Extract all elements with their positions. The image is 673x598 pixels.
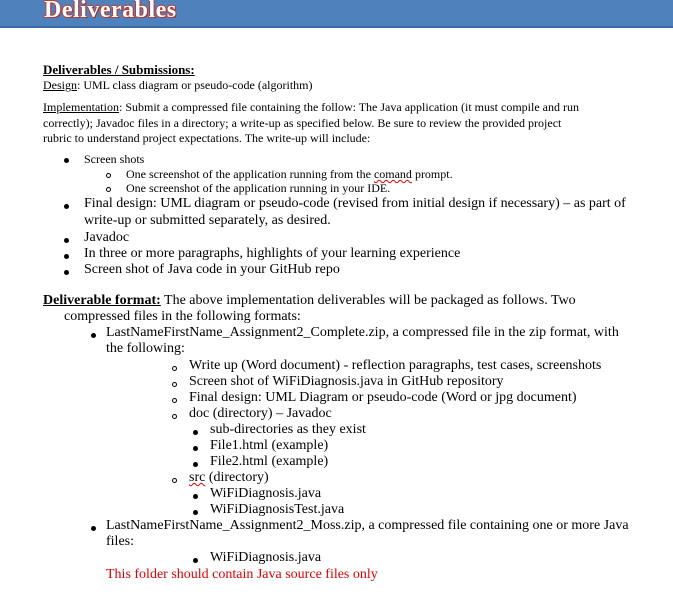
bullet-icon bbox=[193, 494, 198, 499]
bullet-icon bbox=[64, 270, 69, 275]
complete-zip-line-2: the following: bbox=[106, 341, 185, 356]
src-text: (directory) bbox=[205, 470, 269, 485]
screenshot-sub1-end: prompt. bbox=[411, 167, 453, 181]
banner-title: Deliverables bbox=[44, 0, 177, 23]
format-line-1 bbox=[43, 293, 576, 309]
implementation-label: Implementation bbox=[43, 100, 119, 114]
complete-zip-line-1: LastNameFirstName_Assignment2_Complete.zip, a compressed file in the zip format, with bbox=[106, 325, 619, 340]
design-text: : UML class diagram or pseudo-code (algorithm) bbox=[77, 78, 313, 92]
complete-item: Screen shot of WiFiDiagnosis.java in GitHub repository bbox=[189, 374, 504, 389]
header-banner bbox=[0, 0, 673, 28]
bullet-icon bbox=[64, 158, 69, 163]
bullet-icon bbox=[193, 462, 198, 467]
implementation-line-1 bbox=[43, 100, 579, 115]
circle-bullet-icon bbox=[172, 398, 177, 403]
screenshot-sub1-text: One screenshot of the application running from the bbox=[126, 167, 374, 181]
doc-sub-item: File2.html (example) bbox=[210, 454, 329, 469]
design-line bbox=[43, 78, 313, 93]
list-item-screenshot-ide: One screenshot of the application running in your IDE. bbox=[126, 181, 391, 195]
list-item-javadoc: Javadoc bbox=[84, 230, 130, 245]
complete-item: Write up (Word document) - reflection paragraphs, test cases, screenshots bbox=[189, 358, 602, 373]
bullet-icon bbox=[193, 558, 198, 563]
list-item-paragraphs: In three or more paragraphs, highlights of your learning experience bbox=[84, 246, 461, 261]
bullet-icon bbox=[64, 204, 69, 209]
complete-item: Final design: UML Diagram or pseudo-code (Word or jpg document) bbox=[189, 390, 577, 405]
circle-bullet-icon bbox=[172, 382, 177, 387]
moss-zip-line-2: files: bbox=[106, 534, 134, 549]
doc-sub-item: sub-directories as they exist bbox=[210, 422, 366, 437]
implementation-line-3: rubric to understand project expectations. The write-up will include: bbox=[43, 131, 371, 145]
misspelled-word: comand bbox=[373, 167, 412, 181]
src-sub-item: WiFiDiagnosisTest.java bbox=[210, 502, 345, 517]
list-item-screenshot-command bbox=[126, 167, 453, 182]
bullet-icon bbox=[193, 510, 198, 515]
bullet-icon bbox=[91, 526, 96, 531]
format-text-1: The above implementation deliverables will be packaged as follows. Two bbox=[160, 293, 576, 308]
format-label: Deliverable format: bbox=[43, 293, 161, 308]
bullet-icon bbox=[64, 254, 69, 259]
bullet-icon bbox=[193, 446, 198, 451]
circle-bullet-icon bbox=[106, 173, 111, 178]
bullet-icon bbox=[193, 430, 198, 435]
red-note: This folder should contain Java source files only bbox=[106, 567, 378, 582]
bullet-icon bbox=[91, 333, 96, 338]
list-item-screenshots: Screen shots bbox=[84, 152, 145, 166]
implementation-text-1: : Submit a compressed file containing the follow: The Java application (it must compile and run bbox=[118, 100, 579, 114]
format-line-2: compressed files in the following formats: bbox=[64, 309, 301, 324]
list-item-final-design-1: Final design: UML diagram or pseudo-code (revised from initial design if necessary) – as part of bbox=[84, 196, 626, 211]
src-sub-item: WiFiDiagnosis.java bbox=[210, 486, 322, 501]
src-directory-item bbox=[189, 470, 269, 486]
complete-item: doc (directory) – Javadoc bbox=[189, 406, 332, 421]
design-label: Design bbox=[43, 78, 77, 92]
section-heading: Deliverables / Submissions: bbox=[43, 62, 195, 77]
circle-bullet-icon bbox=[106, 187, 111, 192]
circle-bullet-icon bbox=[172, 478, 177, 483]
bullet-icon bbox=[64, 238, 69, 243]
circle-bullet-icon bbox=[172, 414, 177, 419]
list-item-final-design-2: write-up or submitted separately, as desired. bbox=[84, 213, 331, 228]
implementation-line-2: correctly); Javadoc files in a directory; a write-up as specified below. Be sure to review the provided project bbox=[43, 116, 562, 130]
doc-sub-item: File1.html (example) bbox=[210, 438, 329, 453]
src-label: src bbox=[189, 470, 206, 485]
list-item-github: Screen shot of Java code in your GitHub repo bbox=[84, 262, 340, 277]
circle-bullet-icon bbox=[172, 366, 177, 371]
moss-zip-line-1: LastNameFirstName_Assignment2_Moss.zip, a compressed file containing one or more Java bbox=[106, 518, 629, 533]
moss-sub-item: WiFiDiagnosis.java bbox=[210, 550, 322, 565]
